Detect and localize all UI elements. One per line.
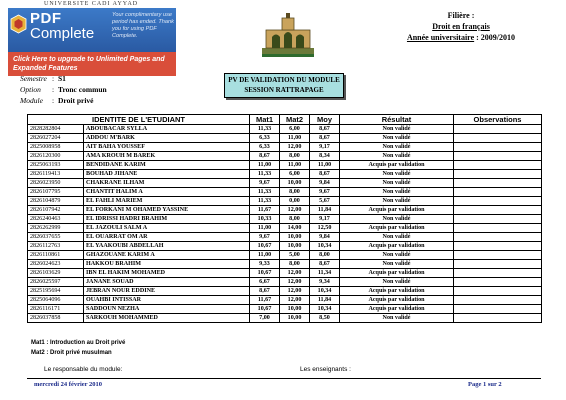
student-id: 2826104879	[28, 197, 84, 206]
mat2-grade: 8,00	[280, 188, 310, 197]
result: Acquis par validation	[340, 224, 454, 233]
average: 9,34	[310, 278, 340, 287]
table-row	[28, 233, 542, 242]
semestre-value: S1	[58, 74, 66, 83]
mat1-grade: 10,67	[250, 305, 280, 314]
student-id: 2826025597	[28, 278, 84, 287]
result: Acquis par validation	[340, 269, 454, 278]
footer-divider	[27, 378, 541, 379]
table-row	[28, 215, 542, 224]
student-name: BENDIDANE KARIM	[84, 161, 250, 170]
observations	[454, 197, 542, 206]
student-name: SARKOUH MOHAMMED	[84, 314, 250, 323]
result: Non validé	[340, 179, 454, 188]
option-label: Option	[20, 85, 41, 94]
table-row	[28, 206, 542, 215]
mat2-grade: 8,00	[280, 260, 310, 269]
mat1-grade: 8,67	[250, 287, 280, 296]
result: Non validé	[340, 233, 454, 242]
observations	[454, 179, 542, 188]
average: 9,84	[310, 233, 340, 242]
table-row	[28, 188, 542, 197]
legend-mat1-value: Introduction au Droit privé	[48, 340, 126, 346]
result: Non validé	[340, 188, 454, 197]
student-name: EL YAAKOUBI ABDELLAH	[84, 242, 250, 251]
result: Non validé	[340, 314, 454, 323]
mat1-grade: 11,33	[250, 125, 280, 134]
footer-page-number: Page 1 sur 2	[468, 381, 502, 388]
mat1-grade: 11,33	[250, 170, 280, 179]
mat1-grade: 10,67	[250, 269, 280, 278]
average: 11,00	[310, 161, 340, 170]
col-header-mat2: Mat2	[280, 115, 310, 125]
academic-year	[400, 32, 522, 43]
observations	[454, 143, 542, 152]
col-header-observations: Observations	[454, 115, 542, 125]
student-name: AIT BAHA YOUSSEF	[84, 143, 250, 152]
academic-year-value: : 2009/2010	[474, 33, 516, 42]
header-right	[400, 10, 522, 43]
average: 8,67	[310, 260, 340, 269]
average: 12,50	[310, 224, 340, 233]
observations	[454, 287, 542, 296]
result: Acquis par validation	[340, 242, 454, 251]
table-row	[28, 305, 542, 314]
table-row	[28, 170, 542, 179]
mat2-grade: 11,00	[280, 134, 310, 143]
student-name: CHANTIT HALIM A	[84, 188, 250, 197]
legend-mat2-key: Mat2 :	[31, 350, 49, 356]
student-name: GHAZOUANE KARIM A	[84, 251, 250, 260]
grades-body	[28, 125, 542, 323]
upgrade-link[interactable]: Click Here to upgrade to Unlimited Pages and Expanded Features	[13, 56, 165, 72]
student-id: 2826037858	[28, 314, 84, 323]
student-name: JEBRAN NOUR EDDINE	[84, 287, 250, 296]
mat2-grade: 8,00	[280, 215, 310, 224]
mat2-grade: 6,00	[280, 125, 310, 134]
student-name: EL FORKANI M OHAMED YASSINE	[84, 206, 250, 215]
average: 11,34	[310, 269, 340, 278]
observations	[454, 206, 542, 215]
signature-teachers: Les enseignants :	[300, 366, 351, 373]
student-id: 2825195694	[28, 287, 84, 296]
observations	[454, 242, 542, 251]
observations	[454, 251, 542, 260]
observations	[454, 305, 542, 314]
average: 8,34	[310, 152, 340, 161]
student-name: EL IDRISSI HADRI BRAHIM	[84, 215, 250, 224]
mat2-grade: 12,00	[280, 296, 310, 305]
student-name: HAKKOU BRAHIM	[84, 260, 250, 269]
observations	[454, 152, 542, 161]
average: 8,67	[310, 134, 340, 143]
col-header-mat1: Mat1	[250, 115, 280, 125]
col-header-identite: IDENTITE DE L'ETUDIANT	[28, 115, 250, 125]
table-row	[28, 242, 542, 251]
average: 8,67	[310, 170, 340, 179]
average: 11,84	[310, 206, 340, 215]
filiere-value: Droit en français	[432, 22, 490, 31]
student-id: 2826112763	[28, 242, 84, 251]
mat1-grade: 9,33	[250, 260, 280, 269]
mat1-grade: 9,67	[250, 233, 280, 242]
table-row	[28, 251, 542, 260]
student-id: 2826120300	[28, 152, 84, 161]
signature-module-responsible: Le responsable du module:	[44, 366, 123, 373]
mat2-grade: 12,00	[280, 269, 310, 278]
semestre-label: Semestre	[20, 74, 47, 83]
mat2-grade: 5,00	[280, 251, 310, 260]
university-header-cut: UNIVERSITE CADI AYYAD	[44, 1, 139, 7]
result: Non validé	[340, 170, 454, 179]
mat2-grade: 0,00	[280, 197, 310, 206]
table-row	[28, 260, 542, 269]
col-header-resultat: Résultat	[340, 115, 454, 125]
student-id: 2825063193	[28, 161, 84, 170]
legend-mat1-key: Mat1 :	[31, 340, 49, 346]
student-id: 2826116171	[28, 305, 84, 314]
observations	[454, 188, 542, 197]
mat1-grade: 11,00	[250, 224, 280, 233]
mat2-grade: 10,00	[280, 233, 310, 242]
result: Non validé	[340, 197, 454, 206]
table-row	[28, 161, 542, 170]
academic-year-label: Année universitaire	[406, 33, 475, 42]
mat2-grade: 8,00	[280, 152, 310, 161]
pv-session: SESSION RATTRAPAGE	[244, 85, 324, 94]
module-label: Module	[20, 96, 43, 105]
mat2-grade: 14,00	[280, 224, 310, 233]
mat2-grade: 6,00	[280, 170, 310, 179]
student-name: ADDOU M'BARK	[84, 134, 250, 143]
observations	[454, 134, 542, 143]
observations	[454, 215, 542, 224]
mat1-grade: 10,33	[250, 215, 280, 224]
observations	[454, 233, 542, 242]
observations	[454, 269, 542, 278]
observations	[454, 296, 542, 305]
table-row	[28, 179, 542, 188]
observations	[454, 314, 542, 323]
table-row	[28, 197, 542, 206]
student-id: 2826240463	[28, 215, 84, 224]
result: Non validé	[340, 278, 454, 287]
col-header-moy: Moy	[310, 115, 340, 125]
student-id: 2826027204	[28, 134, 84, 143]
mat1-grade: 7,00	[250, 314, 280, 323]
average: 9,17	[310, 143, 340, 152]
student-name: CHAKRANE ILHAM	[84, 179, 250, 188]
module-info: Semestre : S1 Option : Tronc commun Module : Droit privé	[20, 74, 107, 105]
table-row	[28, 134, 542, 143]
student-id: 2826103629	[28, 269, 84, 278]
table-row	[28, 143, 542, 152]
observations	[454, 224, 542, 233]
average: 10,34	[310, 305, 340, 314]
student-name: SADDOUN NEZHA	[84, 305, 250, 314]
student-id: 2825064096	[28, 296, 84, 305]
student-id: 2825008958	[28, 143, 84, 152]
average: 8,67	[310, 125, 340, 134]
average: 11,84	[310, 296, 340, 305]
grades-table	[27, 114, 542, 323]
student-id: 2826024623	[28, 260, 84, 269]
mat1-grade: 11,00	[250, 251, 280, 260]
table-row	[28, 314, 542, 323]
student-id: 2826119413	[28, 170, 84, 179]
average: 9,84	[310, 179, 340, 188]
mat2-grade: 10,00	[280, 305, 310, 314]
student-name: IBN EL HAKIM MOHAMED	[84, 269, 250, 278]
mat1-grade: 8,67	[250, 152, 280, 161]
result: Acquis par validation	[340, 296, 454, 305]
result: Non validé	[340, 125, 454, 134]
banner-tagline: Your complimentary use period has ended. Thank you for using PDF Complete.	[112, 12, 174, 39]
banner-logo-complete: Complete	[30, 25, 95, 42]
mat2-grade: 12,00	[280, 206, 310, 215]
observations	[454, 125, 542, 134]
mat1-grade: 6,33	[250, 134, 280, 143]
mat1-grade: 11,33	[250, 188, 280, 197]
observations	[454, 161, 542, 170]
table-row	[28, 224, 542, 233]
student-name: EL JAZOULI SALM A	[84, 224, 250, 233]
mat1-grade: 11,00	[250, 161, 280, 170]
student-name: ABOUBACAR SYLLA	[84, 125, 250, 134]
mat1-grade: 6,67	[250, 278, 280, 287]
mat2-grade: 11,00	[280, 161, 310, 170]
student-name: EL OUARRAT OM AR	[84, 233, 250, 242]
average: 8,50	[310, 314, 340, 323]
result: Non validé	[340, 143, 454, 152]
average: 10,34	[310, 287, 340, 296]
table-header-row	[28, 115, 542, 125]
student-id: 2826110861	[28, 251, 84, 260]
mat1-grade: 9,67	[250, 179, 280, 188]
result: Acquis par validation	[340, 206, 454, 215]
average: 10,34	[310, 242, 340, 251]
observations	[454, 260, 542, 269]
student-name: EL FAHLI MARIEM	[84, 197, 250, 206]
mat1-grade: 11,67	[250, 296, 280, 305]
student-id: 2826023950	[28, 179, 84, 188]
pdf-logo-icon	[10, 14, 27, 34]
observations	[454, 170, 542, 179]
mat2-grade: 12,00	[280, 278, 310, 287]
result: Non validé	[340, 251, 454, 260]
mat1-grade: 11,33	[250, 197, 280, 206]
table-row	[28, 278, 542, 287]
result: Non validé	[340, 260, 454, 269]
university-crest-icon	[258, 10, 318, 60]
student-id: 2826107942	[28, 206, 84, 215]
pdf-complete-banner[interactable]	[8, 8, 176, 76]
mat1-grade: 11,67	[250, 206, 280, 215]
result: Acquis par validation	[340, 305, 454, 314]
filiere-label: Filière :	[447, 11, 475, 20]
table-row	[28, 287, 542, 296]
pv-title: PV DE VALIDATION DU MODULE	[228, 76, 340, 84]
mat1-grade: 10,67	[250, 242, 280, 251]
student-id: 2826262999	[28, 224, 84, 233]
student-id: 2828282804	[28, 125, 84, 134]
result: Acquis par validation	[340, 287, 454, 296]
subject-legend	[31, 338, 125, 358]
student-id: 2826037655	[28, 233, 84, 242]
option-value: Tronc commun	[58, 85, 107, 94]
result: Non validé	[340, 134, 454, 143]
mat2-grade: 12,00	[280, 287, 310, 296]
mat2-grade: 10,00	[280, 314, 310, 323]
mat2-grade: 10,00	[280, 242, 310, 251]
student-name: JANANE SOUAD	[84, 278, 250, 287]
pv-title-box	[224, 73, 344, 98]
result: Non validé	[340, 215, 454, 224]
footer-date: mercredi 24 février 2010	[34, 381, 103, 388]
average: 8,00	[310, 251, 340, 260]
table-row	[28, 125, 542, 134]
mat2-grade: 10,00	[280, 179, 310, 188]
table-row	[28, 152, 542, 161]
mat1-grade: 6,33	[250, 143, 280, 152]
table-row	[28, 269, 542, 278]
average: 9,67	[310, 188, 340, 197]
table-row	[28, 296, 542, 305]
average: 9,17	[310, 215, 340, 224]
average: 5,67	[310, 197, 340, 206]
result: Acquis par validation	[340, 161, 454, 170]
legend-mat2-value: Droit privé musulman	[48, 350, 112, 356]
result: Non validé	[340, 152, 454, 161]
banner-logo-pdf: PDF	[30, 10, 62, 27]
student-id: 2826107795	[28, 188, 84, 197]
student-name: AMA KROUH M BAREK	[84, 152, 250, 161]
student-name: BOUHAD JIHANE	[84, 170, 250, 179]
module-value: Droit privé	[58, 96, 94, 105]
observations	[454, 278, 542, 287]
mat2-grade: 12,00	[280, 143, 310, 152]
student-name: OUAHBI INTISSAR	[84, 296, 250, 305]
